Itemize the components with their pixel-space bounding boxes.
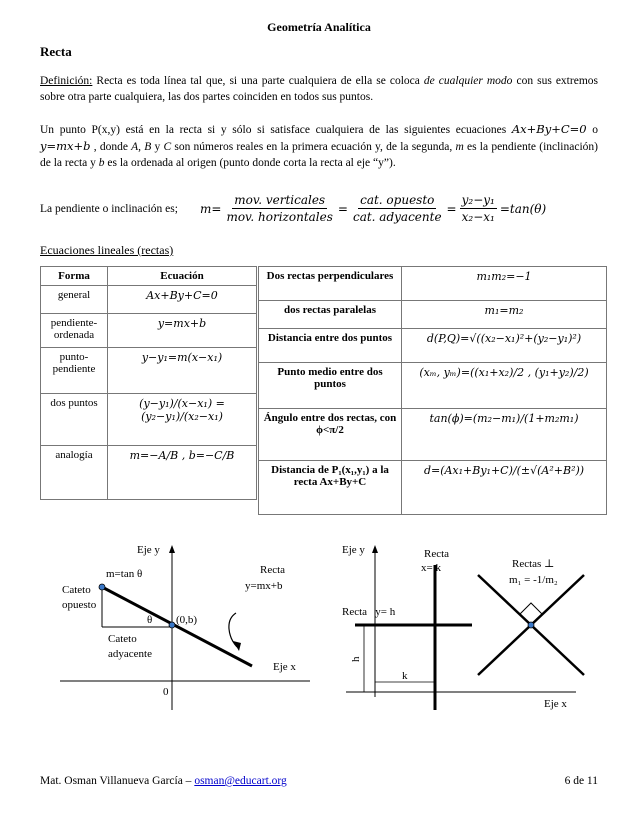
slope-equation: y=mx+b <box>40 139 91 153</box>
y-axis-arrow <box>372 545 378 553</box>
fraction-catetos: $\frac{\text{cat. opuesto}}{\text{cat. adyacente}}$ <box>352 193 442 224</box>
point-text-1: Un punto P(x,y) está en la recta si y sólo si satisface cualquiera de las siguientes ecuaciones <box>40 124 512 136</box>
definition-paragraph <box>40 73 598 105</box>
label-h: h <box>350 656 362 662</box>
table-cell: (xₘ, yₘ)=((x₁+x₂)/2 , (y₁+y₂)/2) <box>402 363 607 409</box>
label-m1-m2: m₁ = -1/m₂ <box>509 574 558 586</box>
label-recta-yh: Recta y= h <box>342 606 396 618</box>
var-b: b <box>98 157 105 169</box>
header-ecuacion: Ecuación <box>108 267 257 286</box>
var-m: m <box>455 141 464 153</box>
label-eje-x: Eje x <box>544 698 567 710</box>
label-recta-xk-2: x= k <box>421 562 441 574</box>
point-text-4: es la pendiente (inclinación) de la recta y <box>40 141 598 169</box>
table-cell: m₁m₂=−1 <box>402 267 607 301</box>
table-cell: (y−y₁)/(x−x₁) = (y₂−y₁)/(x₂−x₁) <box>108 394 257 446</box>
label-recta-xk-1: Recta <box>424 548 450 560</box>
or-word: o <box>586 124 599 136</box>
arrow-head <box>233 641 241 651</box>
header-forma: Forma <box>41 267 108 286</box>
slope-diagram <box>40 535 340 720</box>
label-m-tan: m=tan θ <box>106 568 143 580</box>
definition-italic: de cualquier modo <box>423 75 513 87</box>
table-cell: m=−A/B , b=−C/B <box>108 446 257 500</box>
point-text-3: son números reales en la primera ecuación y, de la segunda, <box>171 141 456 153</box>
label-cateto-opuesto-1: Cateto <box>62 584 91 596</box>
author-email-link[interactable]: osman@educart.org <box>194 775 287 787</box>
y-axis-arrow <box>169 545 175 553</box>
lines-diagram <box>338 535 598 720</box>
slope-m: m= <box>200 201 222 216</box>
fraction-coords: $\frac{\text{y₂−y₁}}{\text{x₂−x₁}}$ <box>461 193 495 224</box>
label-theta: θ <box>147 614 153 626</box>
label-point-b: (0,b) <box>176 614 198 626</box>
label-origin: 0 <box>163 686 169 698</box>
section-heading: Recta <box>40 44 72 59</box>
label-recta-1: Recta <box>260 564 286 576</box>
footer-author <box>40 775 287 787</box>
table-cell: Distancia de P₁(x₁,y₁) a la recta Ax+By+C <box>259 461 402 515</box>
formulas-table <box>258 266 607 515</box>
point-paragraph <box>40 121 598 171</box>
definition-label: Definición: <box>40 75 93 87</box>
label-cateto-adyacente-2: adyacente <box>108 648 152 660</box>
point-text-5: es la ordenada al origen (punto donde corta la recta al eje “y”). <box>104 157 396 169</box>
table-cell: y−y₁=m(x−x₁) <box>108 348 257 394</box>
label-eje-x: Eje x <box>273 661 296 673</box>
slope-formula: m= $\frac{\text{mov. verticales}}{\text{mov. horizontales}}$ = $\frac{\text{cat. opuesto}}{\text{cat. adyacente}}$ = $\frac{\text{y₂−y₁}}{\text{x₂−x₁}}$ =tan(θ) <box>200 193 547 224</box>
table-cell: d=(Ax₁+By₁+C)/(±√(A²+B²)) <box>402 461 607 515</box>
point-marker <box>99 584 105 590</box>
equations-title: Ecuaciones lineales (rectas) <box>40 243 174 257</box>
point-text-2: , donde <box>90 141 132 153</box>
footer <box>40 775 598 787</box>
table-cell: d(P,Q)=√((x₂−x₁)²+(y₂−y₁)²) <box>402 329 607 363</box>
table-cell: analogía <box>41 446 108 500</box>
slope-label: La pendiente o inclinación es; <box>40 203 178 215</box>
intersection-marker <box>528 622 534 628</box>
definition-text-2: con sus extremos sobre otra parte cualquiera, las dos partes coinciden en todos sus puntos. <box>40 75 598 103</box>
page-title: Geometría Analítica <box>267 20 371 34</box>
fraction-movements: $\frac{\text{mov. verticales}}{\text{mov. horizontales}}$ <box>226 193 333 224</box>
table-cell: m₁=m₂ <box>402 301 607 329</box>
table-cell: general <box>41 286 108 314</box>
label-eje-y: Eje y <box>342 544 365 556</box>
page-number: 6 de 11 <box>564 775 598 787</box>
table-cell: Distancia entre dos puntos <box>259 329 402 363</box>
label-eje-y: Eje y <box>137 544 160 556</box>
label-rectas-perp: Rectas ⊥ <box>512 558 555 570</box>
forms-table <box>40 266 257 500</box>
table-cell: y=mx+b <box>108 314 257 348</box>
slope-tan: =tan(θ) <box>499 201 547 216</box>
table-cell: tan(ϕ)=(m₂−m₁)/(1+m₂m₁) <box>402 409 607 461</box>
and-word: y <box>151 141 164 153</box>
table-cell: pendiente-ordenada <box>41 314 108 348</box>
right-angle-mark <box>520 603 542 614</box>
table-cell: Punto medio entre dos puntos <box>259 363 402 409</box>
general-equation: Ax+By+C=0 <box>511 122 587 136</box>
coef-c: C <box>163 141 172 153</box>
table-cell: Dos rectas perpendiculares <box>259 267 402 301</box>
table-cell: dos rectas paralelas <box>259 301 402 329</box>
table-cell: dos puntos <box>41 394 108 446</box>
label-cateto-opuesto-2: opuesto <box>62 599 97 611</box>
author-name: Mat. Osman Villanueva García – <box>40 775 195 787</box>
definition-text-1: Recta es toda línea tal que, si una parte cualquiera de ella se coloca <box>92 75 424 87</box>
table-cell: Ángulo entre dos rectas, con ϕ<π/2 <box>259 409 402 461</box>
table-cell: punto-pendiente <box>41 348 108 394</box>
label-cateto-adyacente-1: Cateto <box>108 633 137 645</box>
point-b-marker <box>169 622 175 628</box>
label-k: k <box>402 670 408 682</box>
label-recta-2: y=mx+b <box>245 580 283 592</box>
table-cell: Ax+By+C=0 <box>108 286 257 314</box>
coef-ab: A, B <box>131 141 152 153</box>
